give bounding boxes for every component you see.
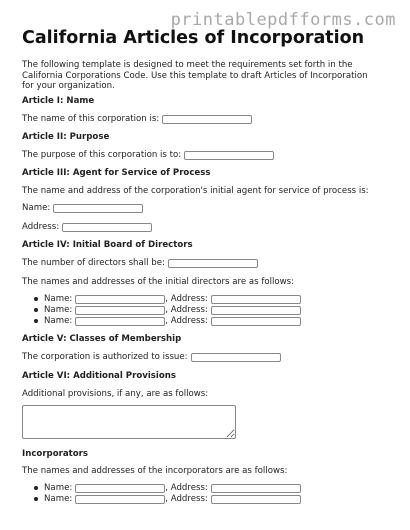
director-address-input[interactable] (211, 317, 301, 326)
incorporator-row (22, 483, 301, 494)
director-name-input[interactable] (75, 317, 165, 326)
director-address-label: , Address: (165, 316, 208, 326)
agent-name-row (22, 203, 143, 214)
directors-text: The names and addresses of the initial directors are as follows: (22, 277, 295, 287)
director-name-label: Name: (44, 316, 73, 326)
director-count-input[interactable] (168, 259, 258, 268)
membership-input[interactable] (191, 353, 281, 362)
bullet (34, 308, 38, 312)
article-1-row (22, 114, 252, 125)
director-count-row (22, 258, 258, 269)
agent-name-label: Name: (22, 203, 51, 213)
director-name-label: Name: (44, 294, 73, 304)
agent-address-label: Address: (22, 222, 60, 232)
purpose-input[interactable] (184, 151, 274, 160)
agent-address-row (22, 222, 152, 233)
corporation-name-input[interactable] (162, 115, 252, 124)
intro-text: The following template is designed to meet the requirements set forth in the California Corporations Code. Use this template to draft Articles of Incorporation for your organization. (22, 60, 368, 91)
bullet (34, 497, 38, 501)
director-count-label: The number of directors shall be: (22, 258, 165, 268)
article-1-heading: Article I: Name (22, 96, 95, 106)
bullet (34, 319, 38, 323)
agent-address-input[interactable] (62, 223, 152, 232)
membership-row (22, 352, 281, 363)
incorporator-address-input[interactable] (211, 484, 301, 493)
membership-label: The corporation is authorized to issue: (22, 352, 188, 362)
director-name-input[interactable] (75, 306, 165, 315)
director-name-input[interactable] (75, 295, 165, 304)
article-4-heading: Article IV: Initial Board of Directors (22, 240, 193, 250)
article-5-heading: Article V: Classes of Membership (22, 334, 182, 344)
watermark: printablepdfforms.com (170, 10, 396, 30)
additional-provisions-textarea[interactable] (22, 405, 236, 439)
incorporator-address-label: , Address: (165, 483, 208, 493)
bullet (34, 486, 38, 490)
page-title: California Articles of Incorporation (22, 28, 365, 48)
director-address-label: , Address: (165, 305, 208, 315)
article-2-row (22, 150, 274, 161)
incorporator-name-label: Name: (44, 494, 73, 504)
incorporators-heading: Incorporators (22, 449, 89, 459)
agent-text: The name and address of the corporation's initial agent for service of process is: (22, 186, 369, 196)
director-name-label: Name: (44, 305, 73, 315)
article-2-heading: Article II: Purpose (22, 132, 110, 142)
purpose-label: The purpose of this corporation is to: (22, 150, 182, 160)
incorporator-name-input[interactable] (75, 495, 165, 504)
incorporator-name-input[interactable] (75, 484, 165, 493)
incorporators-text: The names and addresses of the incorporators are as follows: (22, 466, 288, 476)
additional-provisions-label: Additional provisions, if any, are as follows: (22, 389, 209, 399)
incorporator-address-input[interactable] (211, 495, 301, 504)
director-row (22, 305, 301, 316)
article-3-heading: Article III: Agent for Service of Process (22, 168, 211, 178)
incorporator-name-label: Name: (44, 483, 73, 493)
director-address-input[interactable] (211, 295, 301, 304)
incorporator-address-label: , Address: (165, 494, 208, 504)
agent-name-input[interactable] (53, 204, 143, 213)
article-6-heading: Article VI: Additional Provisions (22, 371, 176, 381)
incorporator-row (22, 494, 301, 505)
corporation-name-label: The name of this corporation is: (22, 114, 160, 124)
director-row (22, 316, 301, 327)
director-row (22, 294, 301, 305)
director-address-label: , Address: (165, 294, 208, 304)
bullet (34, 297, 38, 301)
director-address-input[interactable] (211, 306, 301, 315)
